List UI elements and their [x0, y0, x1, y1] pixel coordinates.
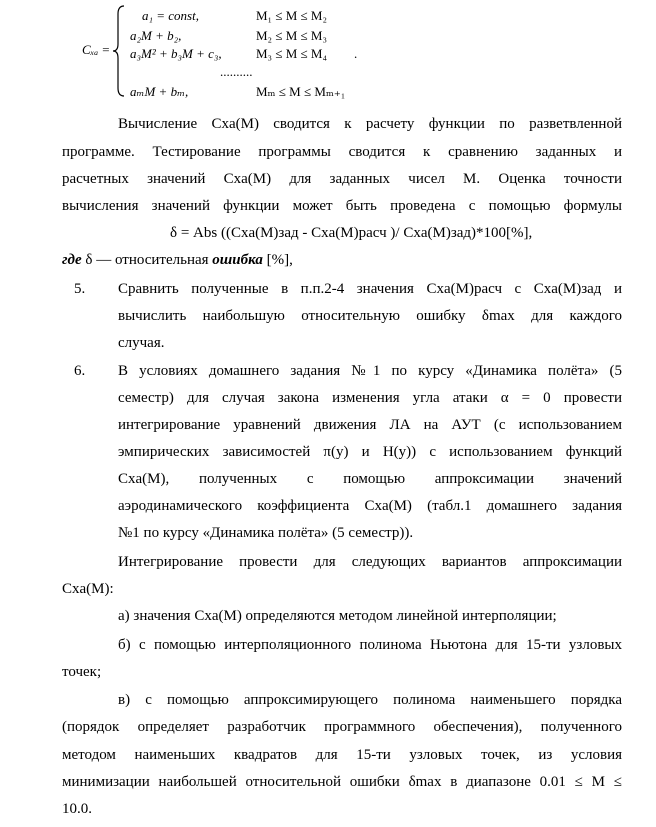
item6-line2: семестр) для случая закона изменения угла атаки α = 0 провести [118, 390, 622, 406]
item6-line1: В условиях домашнего задания №1 по курсу «Динамика полёта» (5 [118, 363, 622, 379]
case-expr-2: a₂M + b₂, [130, 28, 182, 43]
case-expr-3: a₃M² + b₃M + c₃, [130, 46, 222, 61]
case-dots: .......... [220, 64, 253, 79]
left-brace-icon [112, 4, 126, 98]
option-a: а) значения Cxa(M) определяются методом линейной интерполяции; [118, 608, 557, 624]
item6-line5: Cxa(M), полученных с помощью аппроксимации значений [118, 471, 622, 487]
item5-line3: случая. [118, 335, 165, 351]
formula-lhs: Cₓₐ = [82, 42, 111, 57]
formula-cases [130, 0, 390, 100]
item6-number: 6. [74, 363, 86, 379]
item5-line2: вычислить наибольшую относительную ошибку δmax для каждого [118, 308, 622, 324]
option-c-line2: (порядок определяет разработчик программного обеспечения), полученного [62, 719, 622, 735]
where-line [62, 249, 293, 271]
para2-line2: Cxa(M): [62, 581, 114, 597]
item6-line4: эмпирических зависимостей π(y) и H(y)) с использованием функций [118, 444, 622, 460]
case-expr-5: aₘM + bₘ, [130, 84, 189, 99]
option-c-line1: в) с помощью аппроксимирующего полинома наименьшего порядка [118, 692, 622, 708]
para1-line4: вычисления значений функции может быть проведена с помощью формулы [62, 198, 622, 214]
item5-number: 5. [74, 281, 86, 297]
para1-line1: Вычисление Cxa(M) сводится к расчету функции по разветвленной [118, 116, 622, 132]
error-formula: δ = Abs ((Cxa(M)зад - Cxa(M)расч )/ Cxa(M)зад)*100[%], [170, 225, 533, 241]
case-range-5: Mₘ ≤ M ≤ Mₘ₊₁ [256, 84, 346, 99]
option-c-line4: минимизации наибольшей относительной ошибки δmax в диапазоне 0.01 ≤ M ≤ [62, 774, 622, 790]
where-text: относительная [114, 252, 209, 268]
para1-line2: программе. Тестирование программы сводится к сравнению заданных и [62, 144, 622, 160]
option-c-line5: 10.0. [62, 801, 92, 817]
option-b-line2: точек; [62, 664, 102, 680]
item6-line3: интегрирование уравнений движения ЛА на АУТ (с использованием [118, 417, 622, 433]
item5-line1: Сравнить полученные в п.п.2-4 значения Cxa(M)расч с Cxa(M)зад и [118, 281, 622, 297]
where-word: где [62, 252, 82, 268]
item6-line6: аэродинамического коэффициента Cxa(M) (табл.1 домашнего задания [118, 498, 622, 514]
case-range-2: M₂ ≤ M ≤ M₃ [256, 28, 328, 43]
para2-line1: Интегрирование провести для следующих вариантов аппроксимации [118, 554, 622, 570]
where-unit: [%], [266, 252, 293, 268]
option-c-line3: методом наименьших квадратов для 15-ти узловых точек, из условия [62, 747, 622, 763]
case-range-1: M₁ ≤ M ≤ M₂ [256, 8, 328, 23]
formula-trailing-dot: . [354, 46, 358, 61]
para1-line3: расчетных значений Cxa(M) для заданных чисел M. Оценка точности [62, 171, 622, 187]
case-expr-1: a₁ = const, [142, 8, 199, 23]
where-error-word: ошибка [212, 252, 263, 268]
piecewise-formula [82, 0, 382, 100]
where-delta: δ — [85, 252, 112, 268]
case-range-3: M₃ ≤ M ≤ M₄ [256, 46, 328, 61]
option-b-line1: б) с помощью интерполяционного полинома Ньютона для 15-ти узловых [118, 637, 622, 653]
item6-line7: №1 по курсу «Динамика полёта» (5 семестр)). [118, 525, 414, 541]
